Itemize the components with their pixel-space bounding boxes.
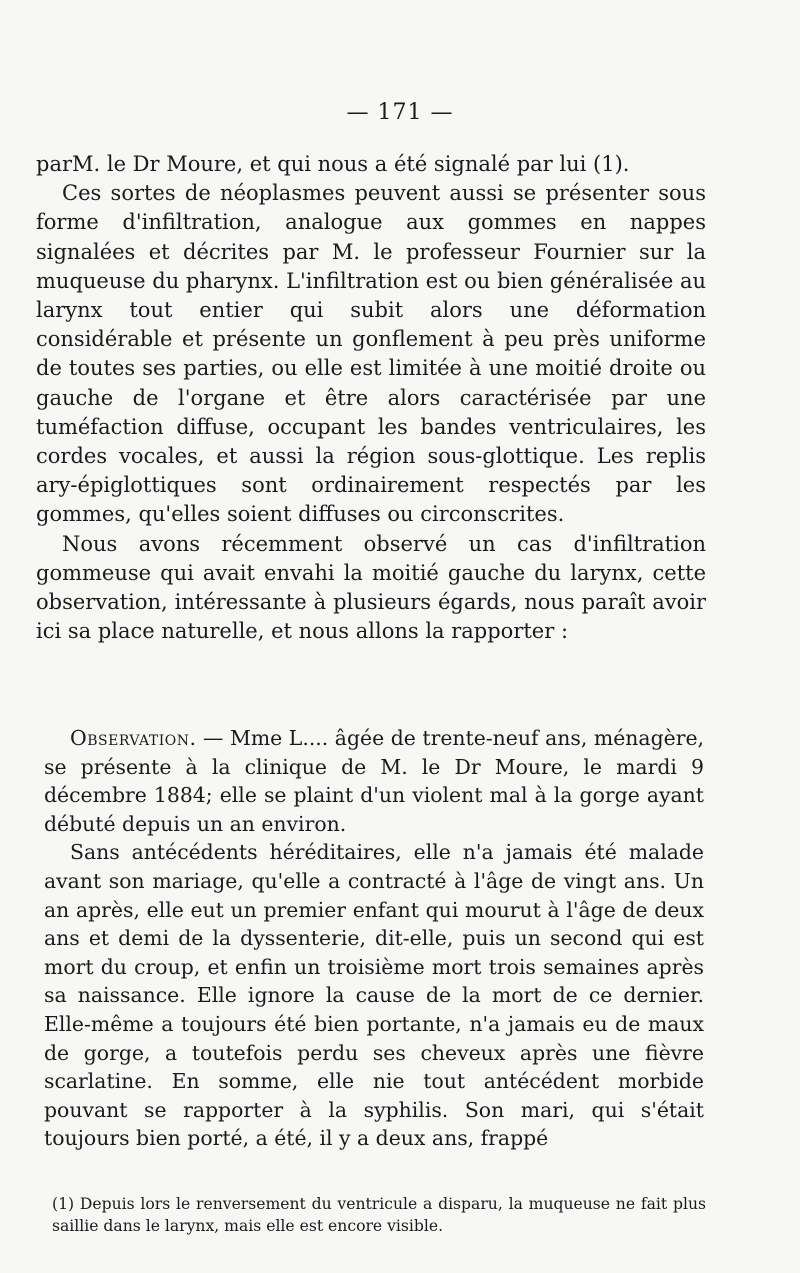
paragraph-infiltration: Ces sortes de néoplasmes peuvent aussi se présenter sous forme d'infiltration, analogue aux gommes en nappes signalées et décrites par M. le professeur Fournier sur la muqueuse du pharynx. L'infiltration est ou bien généralisée au larynx tout entier qui subit alors une déformation considérable et présente un gonflement à peu près uniforme de toutes ses parties, ou elle est limitée à une moitié droite ou gauche de l'organe et être alors caractérisée par une tuméfaction diffuse, occupant les bandes ventriculaires, les cordes vocales, et aussi la région sous-glottique. Les replis ary-épiglottiques sont ordinairement respectés par les gommes, qu'elles soient diffuses ou circonscrites.: [36, 181, 706, 527]
observation-heading: Observation.: [70, 726, 197, 750]
observation-second-paragraph: Sans antécédents héréditaires, elle n'a jamais été malade avant son mariage, qu'elle a contracté à l'âge de vingt ans. Un an après, elle eut un premier enfant qui mourut à l'âge de deux ans et demi de la dyssenterie, dit-elle, puis un second qui est mort du croup, et enfin un troisième mort trois semaines après sa naissance. Elle ignore la cause de la mort de ce dernier. Elle-même a toujours été bien portante, n'a jamais eu de maux de gorge, a toutefois perdu ses cheveux après une fièvre scarlatine. En somme, elle nie tout antécédent morbide pouvant se rapporter à la syphilis. Son mari, qui s'était toujours bien porté, a été, il y a deux ans, frappé: [44, 840, 704, 1151]
footnote: [52, 1193, 706, 1237]
observation-first-paragraph: [44, 724, 704, 838]
page-number: — 171 —: [346, 100, 454, 125]
footnote-text: (1) Depuis lors le renversement du ventricule a disparu, la muqueuse ne fait plus saillie dans le larynx, mais elle est encore visible.: [52, 1195, 706, 1235]
main-text: [36, 150, 706, 646]
paragraph-continuation: parM. le Dr Moure, et qui nous a été signalé par lui (1).: [36, 152, 630, 176]
observation-first-text: — Mme L.... âgée de trente-neuf ans, ménagère, se présente à la clinique de M. le Dr Moure, le mardi 9 décembre 1884; elle se plaint d'un violent mal à la gorge ayant débuté depuis un an environ.: [44, 726, 704, 836]
observation-section: [44, 724, 704, 1153]
paragraph-case-intro: Nous avons récemment observé un cas d'infiltration gommeuse qui avait envahi la moitié gauche du larynx, cette observation, intéressante à plusieurs égards, nous paraît avoir ici sa place naturelle, et nous allons la rapporter :: [36, 531, 706, 644]
